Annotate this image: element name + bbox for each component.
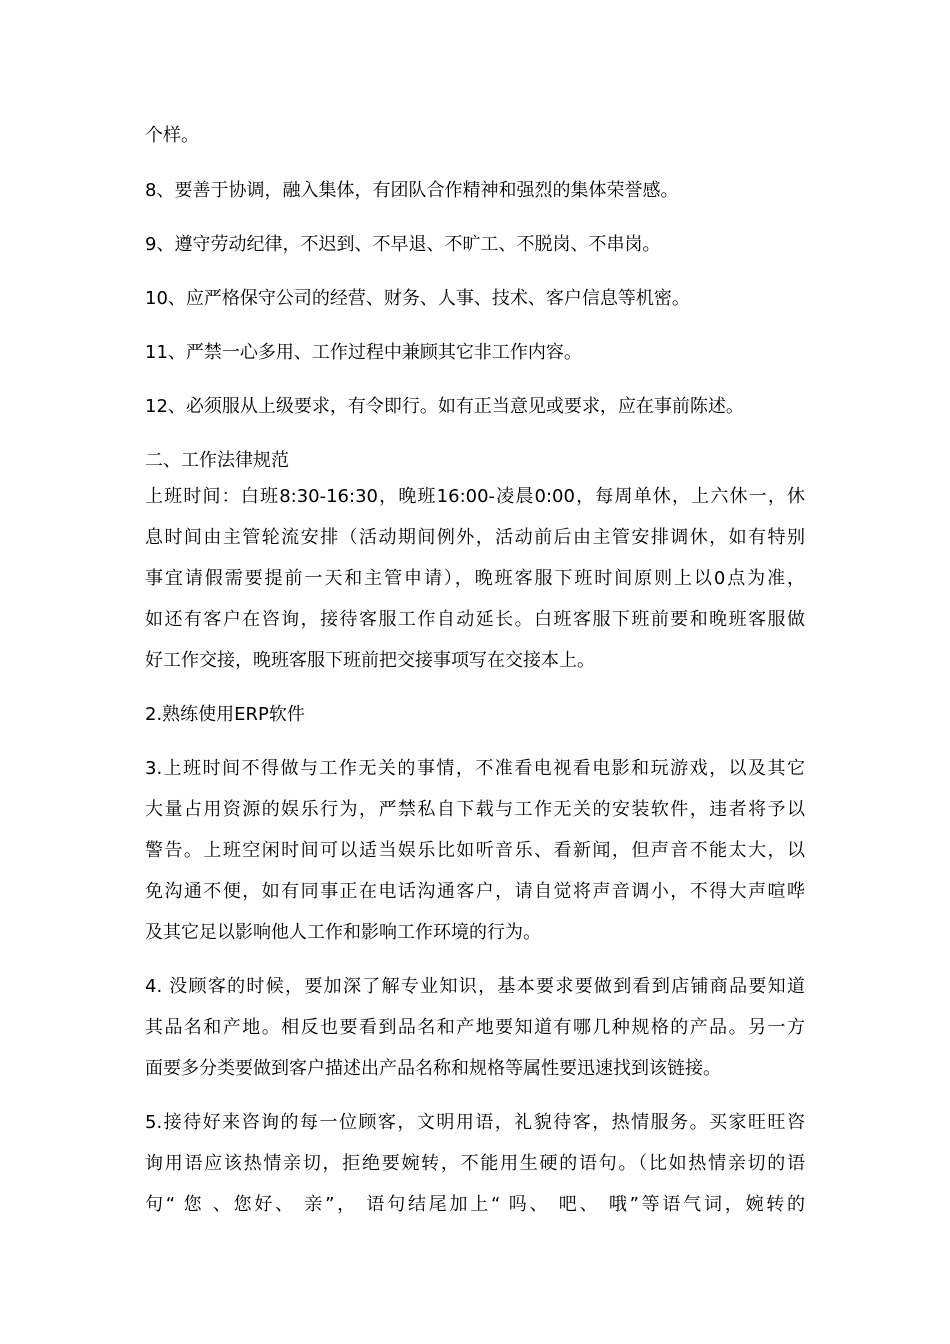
text-line: 好工作交接，晚班客服下班前把交接事项写在交接本上。 [145, 650, 595, 671]
text-line: 其品名和产地。相反也要看到品名和产地要知道有哪几种规格的产品。另一方 [145, 1017, 805, 1038]
text-line: 9、遵守劳动纪律，不迟到、不早退、不旷工、不脱岗、不串岗。 [145, 234, 661, 255]
text-line: 个样。 [145, 125, 199, 146]
text-line: 警告。上班空闲时间可以适当娱乐比如听音乐、看新闻，但声音不能太大，以 [145, 840, 805, 861]
text-line: 息时间由主管轮流安排（活动期间例外，活动前后由主管安排调休，如有特别 [145, 527, 805, 548]
text-line: 句“ 您 、您好、 亲”， 语句结尾加上“ 吗、 吧、 哦”等语气词，婉转的 [145, 1194, 805, 1215]
text-line: 10、应严格保守公司的经营、财务、人事、技术、客户信息等机密。 [145, 288, 690, 309]
text-line: 面要多分类要做到客户描述出产品名称和规格等属性要迅速找到该链接。 [145, 1058, 721, 1079]
text-line: 8、要善于协调，融入集体，有团队合作精神和强烈的集体荣誉感。 [145, 180, 679, 201]
text-line: 大量占用资源的娱乐行为，严禁私自下载与工作无关的安装软件，违者将予以 [145, 799, 805, 820]
text-line: 5.接待好来咨询的每一位顾客，文明用语，礼貌待客，热情服务。买家旺旺咨 [145, 1112, 805, 1133]
text-line: 上班时间：白班8:30-16:30，晚班16:00-凌晨0:00，每周单休，上六休一，休 [145, 486, 805, 507]
section-heading: 二、工作法律规范 [145, 450, 289, 471]
text-line: 事宜请假需要提前一天和主管申请），晚班客服下班时间原则上以0点为准， [145, 568, 805, 589]
text-line: 12、必须服从上级要求，有令即行。如有正当意见或要求，应在事前陈述。 [145, 396, 744, 417]
text-line: 11、严禁一心多用、工作过程中兼顾其它非工作内容。 [145, 342, 582, 363]
text-line: 2.熟练使用ERP软件 [145, 704, 305, 725]
text-line: 4. 没顾客的时候，要加深了解专业知识，基本要求要做到看到店铺商品要知道 [145, 976, 805, 997]
text-line: 3.上班时间不得做与工作无关的事情，不准看电视看电影和玩游戏，以及其它 [145, 758, 805, 779]
text-line: 免沟通不便，如有同事正在电话沟通客户，请自觉将声音调小，不得大声喧哗 [145, 881, 805, 902]
text-line: 如还有客户在咨询，接待客服工作自动延长。白班客服下班前要和晚班客服做 [145, 609, 805, 630]
text-line: 及其它足以影响他人工作和影响工作环境的行为。 [145, 922, 541, 943]
text-line: 询用语应该热情亲切，拒绝要婉转，不能用生硬的语句。（比如热情亲切的语 [145, 1153, 805, 1174]
